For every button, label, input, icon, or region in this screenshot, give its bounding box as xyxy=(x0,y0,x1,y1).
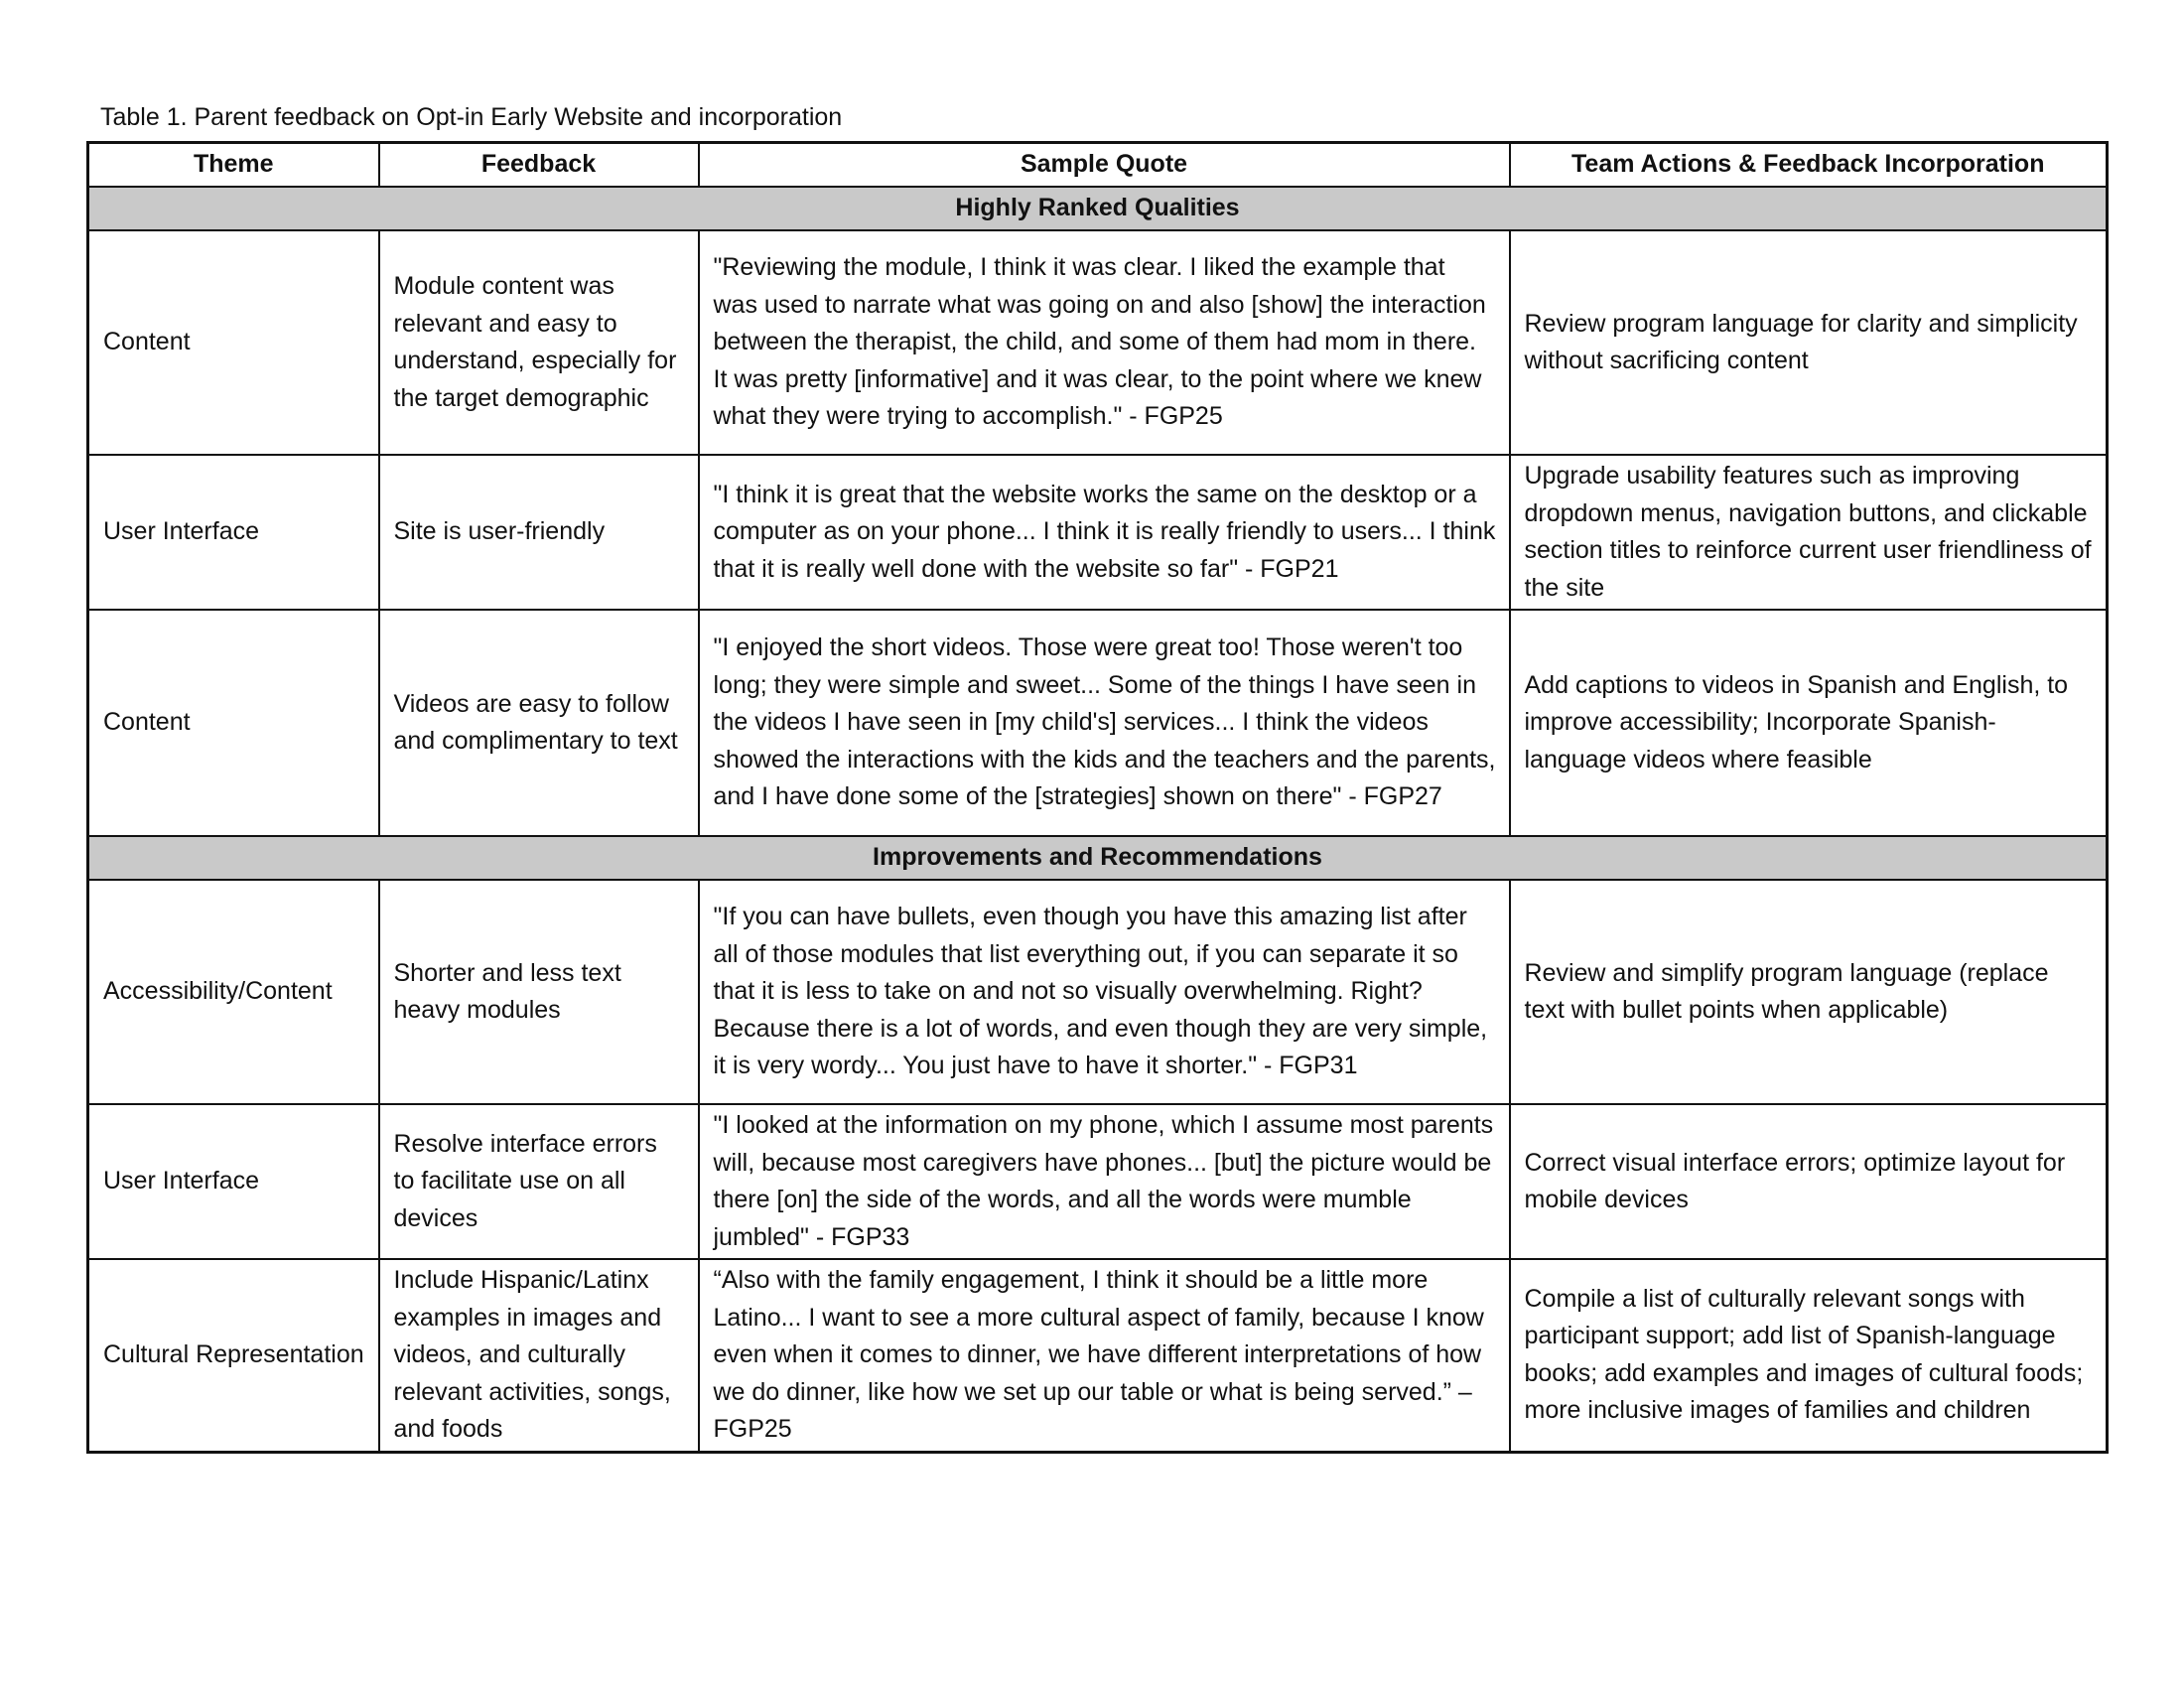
table-row xyxy=(88,610,2108,836)
theme-cell: User Interface xyxy=(88,1104,379,1259)
action-cell: Review program language for clarity and simplicity without sacrificing content xyxy=(1510,230,2108,455)
feedback-cell: Include Hispanic/Latinx examples in images and videos, and culturally relevant activities, songs, and foods xyxy=(379,1259,699,1452)
quote-cell: "I think it is great that the website works the same on the desktop or a computer as on your phone... I think it is really friendly to users... I think that it is really well done with the website so far" - FGP21 xyxy=(699,455,1510,610)
header-feedback: Feedback xyxy=(379,143,699,188)
action-cell: Correct visual interface errors; optimize layout for mobile devices xyxy=(1510,1104,2108,1259)
action-cell: Compile a list of culturally relevant songs with participant support; add list of Spanish-language books; add examples and images of cultural foods; more inclusive images of families and children xyxy=(1510,1259,2108,1452)
quote-cell: “Also with the family engagement, I think it should be a little more Latino... I want to see a more cultural aspect of family, because I know even when it comes to dinner, we have different interpretations of how we do dinner, like how we set up our table or what is being served.” – FGP25 xyxy=(699,1259,1510,1452)
table-row xyxy=(88,1104,2108,1259)
quote-cell: "I looked at the information on my phone, which I assume most parents will, because most caregivers have phones... [but] the picture would be there [on] the side of the words, and all the words were mumble jumbled" - FGP33 xyxy=(699,1104,1510,1259)
feedback-cell: Site is user-friendly xyxy=(379,455,699,610)
feedback-table xyxy=(86,141,2109,1454)
table-caption: Table 1. Parent feedback on Opt-in Early Website and incorporation xyxy=(100,103,843,131)
table-row xyxy=(88,230,2108,455)
header-theme: Theme xyxy=(88,143,379,188)
feedback-cell: Resolve interface errors to facilitate use on all devices xyxy=(379,1104,699,1259)
theme-cell: Accessibility/Content xyxy=(88,880,379,1104)
feedback-cell: Shorter and less text heavy modules xyxy=(379,880,699,1104)
section-title: Highly Ranked Qualities xyxy=(88,187,2108,230)
theme-cell: Cultural Representation xyxy=(88,1259,379,1452)
table-row xyxy=(88,1259,2108,1452)
quote-cell: "I enjoyed the short videos. Those were great too! Those weren't too long; they were simple and sweet... Some of the things I have seen in the videos I have seen in [my child's] services... I think the videos showed the interactions with the kids and the teachers and the parents, and I have done some of the [strategies] shown on there" - FGP27 xyxy=(699,610,1510,836)
header-team-actions: Team Actions & Feedback Incorporation xyxy=(1510,143,2108,188)
section-row-highly-ranked xyxy=(88,187,2108,230)
section-row-improvements xyxy=(88,836,2108,880)
table-row xyxy=(88,880,2108,1104)
action-cell: Upgrade usability features such as improving dropdown menus, navigation buttons, and clickable section titles to reinforce current user friendliness of the site xyxy=(1510,455,2108,610)
theme-cell: User Interface xyxy=(88,455,379,610)
action-cell: Review and simplify program language (replace text with bullet points when applicable) xyxy=(1510,880,2108,1104)
quote-cell: "Reviewing the module, I think it was clear. I liked the example that was used to narrate what was going on and also [show] the interaction between the therapist, the child, and some of them had mom in there. It was pretty [informative] and it was clear, to the point where we knew what they were trying to accomplish." - FGP25 xyxy=(699,230,1510,455)
action-cell: Add captions to videos in Spanish and English, to improve accessibility; Incorporate Spanish-language videos where feasible xyxy=(1510,610,2108,836)
table-row xyxy=(88,455,2108,610)
feedback-cell: Videos are easy to follow and complimentary to text xyxy=(379,610,699,836)
feedback-cell: Module content was relevant and easy to understand, especially for the target demographic xyxy=(379,230,699,455)
theme-cell: Content xyxy=(88,230,379,455)
header-row xyxy=(88,143,2108,188)
section-title: Improvements and Recommendations xyxy=(88,836,2108,880)
theme-cell: Content xyxy=(88,610,379,836)
header-sample-quote: Sample Quote xyxy=(699,143,1510,188)
quote-cell: "If you can have bullets, even though you have this amazing list after all of those modules that list everything out, if you can separate it so that it is less to take on and not so visually overwhelming. Right? Because there is a lot of words, and even though they are very simple, it is very wordy... You just have to have it shorter." - FGP31 xyxy=(699,880,1510,1104)
